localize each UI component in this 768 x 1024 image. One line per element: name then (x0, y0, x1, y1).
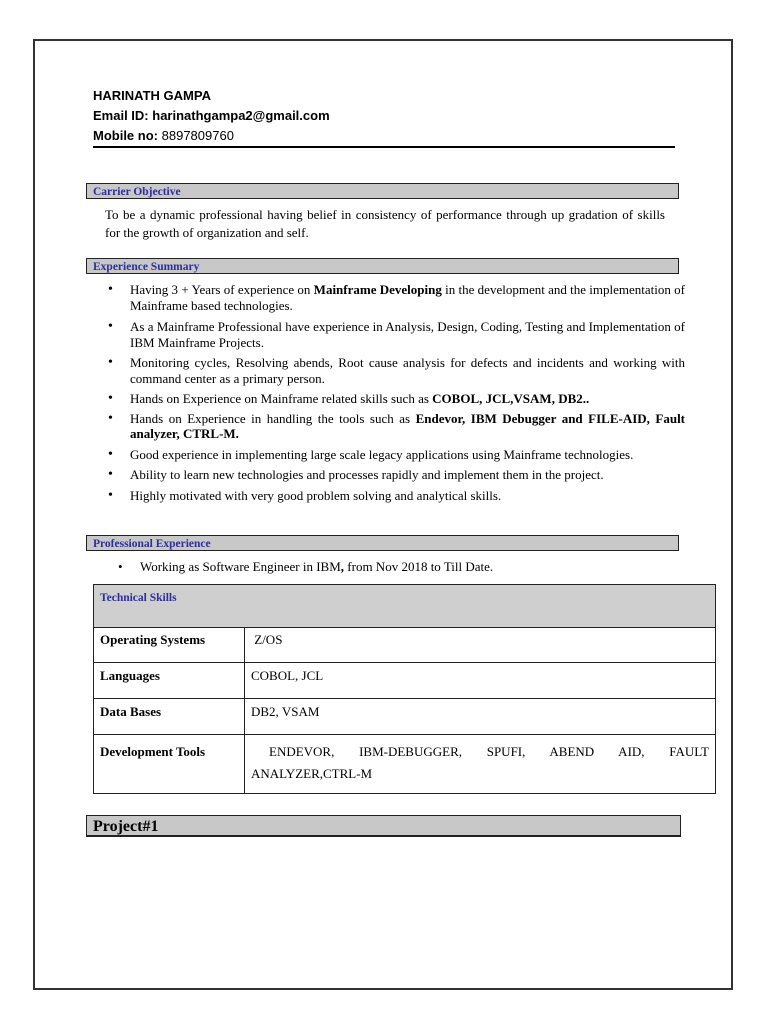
list-item (105, 447, 685, 463)
resume-header (93, 86, 675, 146)
email-value[interactable]: harinathgampa2@gmail.com (152, 108, 330, 123)
item-emphasis: Endevor, IBM Debugger and FILE-AID, Fault analyzer, CTRL-M. (130, 410, 686, 441)
candidate-name: HARINATH GAMPA (93, 88, 211, 103)
experience-summary-list (105, 282, 685, 503)
technical-skills-heading: Technical Skills (94, 585, 716, 628)
email-line (93, 106, 675, 126)
table-row (94, 628, 716, 663)
objective-heading: Carrier Objective (86, 183, 679, 199)
skill-value: COBOL, JCL (245, 663, 716, 699)
mobile-value: 8897809760 (161, 128, 234, 143)
item-text: Monitoring cycles, Resolving abends, Root cause analysis for defects and incidents and working with command center as a primary person. (130, 355, 685, 386)
job-comma: , (340, 559, 345, 574)
list-item (105, 282, 685, 313)
skill-value: DB2, VSAM (245, 699, 716, 735)
skill-key: Development Tools (94, 735, 245, 794)
skill-key: Data Bases (94, 699, 245, 735)
item-text: Having 3 + Years of experience on (130, 282, 314, 297)
table-row (94, 699, 716, 735)
job-dates: from Nov 2018 to Till Date. (344, 559, 494, 574)
objective-text: To be a dynamic professional having belief in consistency of performance through up gradation of skills for the growth of organization and self. (105, 207, 665, 240)
skill-key: Operating Systems (94, 628, 245, 663)
skill-value: ENDEVOR, IBM-DEBUGGER, SPUFI, ABEND AID, FAULT ANALYZER,CTRL-M (245, 735, 716, 794)
item-text: Hands on Experience in handling the tools such as (130, 410, 416, 426)
email-label: Email ID: (93, 108, 149, 123)
list-item (105, 488, 685, 504)
bullet: • (118, 559, 123, 574)
professional-experience-item (118, 559, 493, 575)
list-item (105, 391, 685, 407)
mobile-line (93, 126, 675, 146)
page-border (33, 39, 733, 990)
table-row (94, 735, 716, 794)
item-text: Hands on Experience on Mainframe related skills such as (130, 391, 433, 406)
technical-skills-table (93, 584, 716, 794)
skill-key: Languages (94, 663, 245, 699)
item-text: Ability to learn new technologies and processes rapidly and implement them in the project. (130, 467, 604, 482)
item-emphasis: COBOL, JCL,VSAM, DB2.. (432, 391, 590, 406)
project-heading: Project#1 (86, 815, 681, 837)
skill-value: Z/OS (245, 628, 716, 663)
list-item (105, 467, 685, 483)
list-item (105, 319, 685, 350)
job-text: Working as Software Engineer in IBM (140, 559, 341, 574)
item-text: As a Mainframe Professional have experience in Analysis, Design, Coding, Testing and Implementation of IBM Mainframe Projects. (130, 319, 685, 350)
header-divider (93, 146, 675, 148)
table-row (94, 663, 716, 699)
professional-experience-heading: Professional Experience (86, 535, 679, 551)
item-text-tail: in the development and the implementation of Mainframe based technologies. (130, 282, 685, 313)
list-item (105, 355, 685, 386)
mobile-label: Mobile no: (93, 128, 158, 143)
list-item (105, 411, 685, 442)
item-text: Good experience in implementing large scale legacy applications using Mainframe technologies. (130, 446, 634, 462)
item-text: Highly motivated with very good problem solving and analytical skills. (130, 487, 502, 503)
experience-summary-heading: Experience Summary (86, 258, 679, 274)
item-emphasis: Mainframe Developing (313, 282, 442, 297)
